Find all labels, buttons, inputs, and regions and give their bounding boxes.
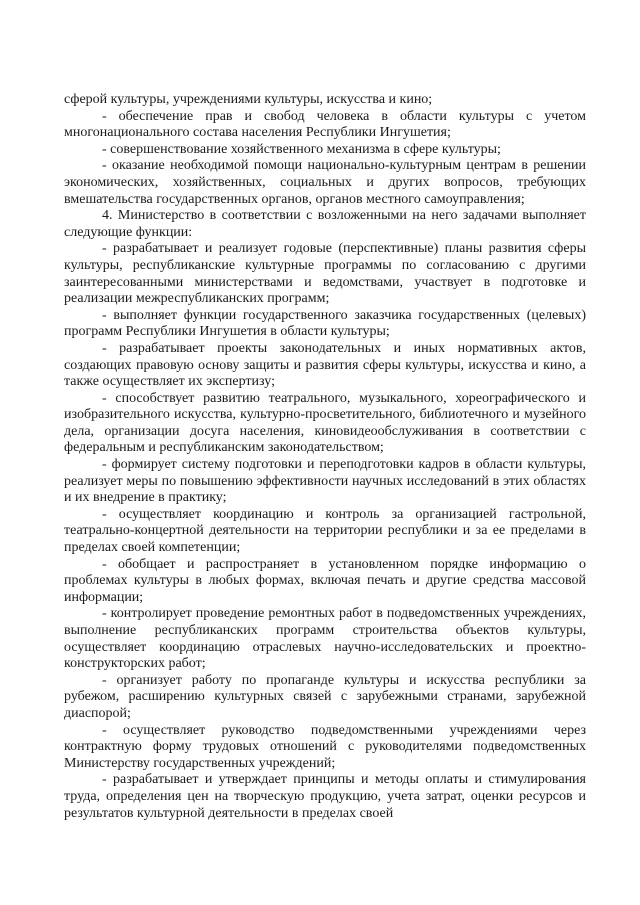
document-body <box>64 92 586 822</box>
list-item-rights: - обеспечение прав и свобод человека в области культуры с учетом многонационального состава населения Республики Ингушетия; <box>64 108 586 141</box>
function-repair-control: - контролирует проведение ремонтных работ в подведомственных учреждениях, выполнение республиканских программ строительства объектов культуры, осуществляет координацию отраслевых научно-исследовательских и проектно-конструкторских работ; <box>64 606 586 672</box>
function-state-customer: - выполняет функции государственного заказчика государственных (целевых) программ Республики Ингушетия в области культуры; <box>64 307 586 340</box>
function-information: - обобщает и распространяет в установленном порядке информацию о проблемах культуры в любых формах, включая печать и другие средства массовой информации; <box>64 556 586 605</box>
function-legislation: - разрабатывает проекты законодательных и иных нормативных актов, создающих правовую основу защиты и развития сферы культуры, искусства и кино, а также осуществляет их экспертизу; <box>64 340 586 390</box>
function-pay-methods: - разрабатывает и утверждает принципы и методы оплаты и стимулирования труда, определения цен на творческую продукцию, учета затрат, оценки ресурсов и результатов культурной деятельности в пределах своей <box>64 772 586 821</box>
function-foreign-promotion: - организует работу по пропаганде культуры и искусства республики за рубежом, расширению культурных связей с зарубежными странами, зарубежной диаспорой; <box>64 672 586 721</box>
function-arts-development: - способствует развитию театрального, музыкального, хореографического и изобразительного искусства, культурно-просветительного, библиотечного и музейного дела, организации досуга населения, киновидеообслуживания в соответствии с федеральным и республиканским законодательством; <box>64 390 586 456</box>
function-personnel-training: - формирует систему подготовки и переподготовки кадров в области культуры, реализует меры по повышению эффективности научных исследований в этих областях и их внедрение в практику; <box>64 457 586 506</box>
function-touring-coordination: - осуществляет координацию и контроль за организацией гастрольной, театрально-концертной деятельности на территории республики и за ее пределами в пределах своей компетенции; <box>64 506 586 556</box>
function-plans: - разрабатывает и реализует годовые (перспективные) планы развития сферы культуры, республиканские культурные программы по согласованию с другими заинтересованными министерствами и ведомствами, участвует в подготовке и реализации межреспубликанских программ; <box>64 241 586 307</box>
paragraph-continuation: сферой культуры, учреждениями культуры, искусства и кино; <box>64 92 433 107</box>
list-item-economic-mechanism: - совершенствование хозяйственного механизма в сфере культуры; <box>102 141 501 157</box>
function-management: - осуществляет руководство подведомственными учреждениями через контрактную форму трудовых отношений с руководителями подведомственных Министерству государственных учреждений; <box>64 722 586 771</box>
list-item-national-centers: - оказание необходимой помощи национально-культурным центрам в решении экономических, хозяйственных, социальных и других вопросов, требующих вмешательства государственных органов, органов местного самоуправления; <box>64 158 586 207</box>
section-4-heading: 4. Министерство в соответствии с возложенными на него задачами выполняет следующие функции: <box>64 208 586 240</box>
